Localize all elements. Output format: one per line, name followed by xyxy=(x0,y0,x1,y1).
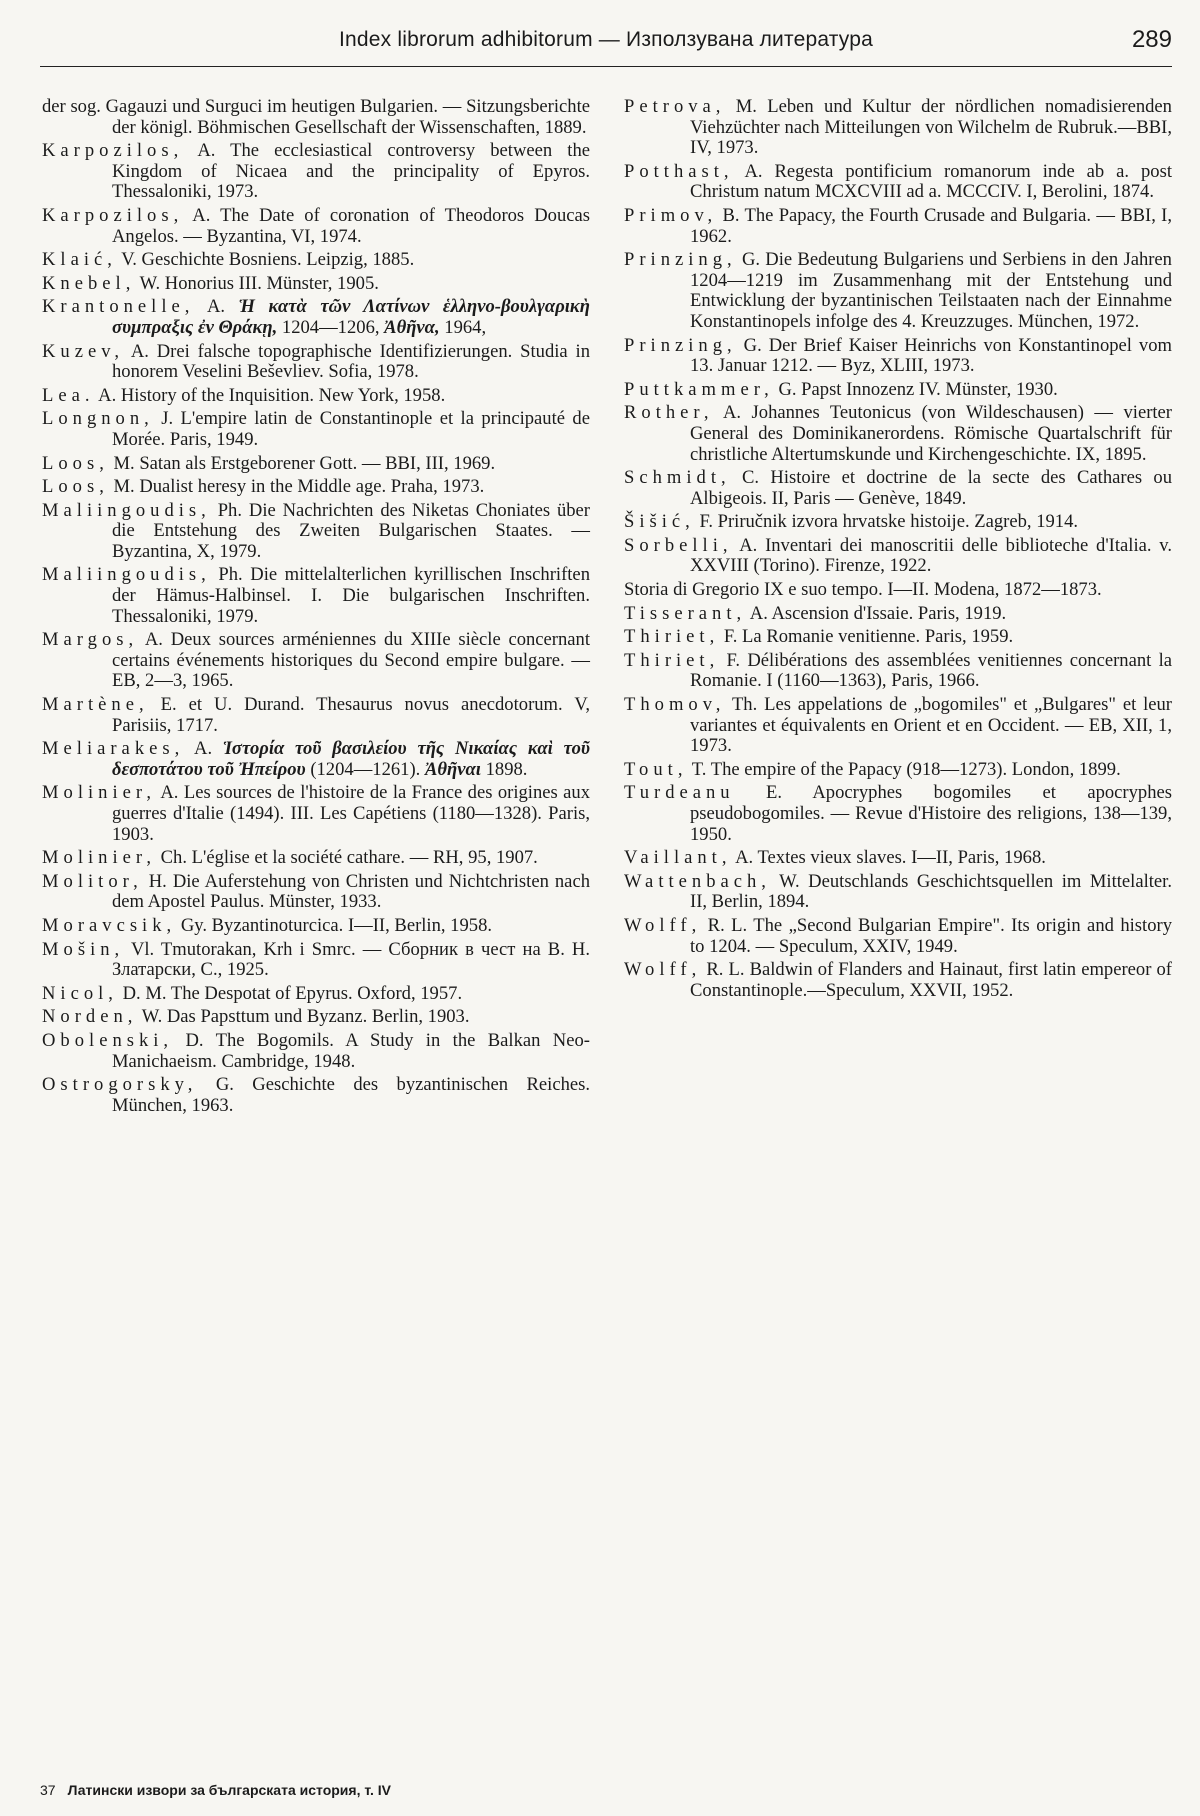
bibliography-entry xyxy=(42,984,590,1005)
entry-text: M. Dualist heresy in the Middle age. Praha, 1973. xyxy=(113,476,485,498)
entry-author: Sorbelli, xyxy=(624,534,733,556)
entry-text-tail: 1204—1206, xyxy=(281,316,380,338)
bibliography-entry xyxy=(624,403,1172,465)
entry-author: Vaillant, xyxy=(624,847,732,869)
entry-author: Šišić, xyxy=(624,511,695,533)
entry-author: Mošin, xyxy=(42,938,125,960)
entry-author: Meliarakes, xyxy=(42,738,185,760)
bibliography-entry xyxy=(42,695,590,736)
entry-text: Gy. Byzantinoturcica. I—II, Berlin, 1958. xyxy=(180,914,493,936)
entry-text: E. Apocryphes bogomiles et apocryphes pseudobogomiles. — Revue d'Histoire des religions, 138—139, 1950. xyxy=(690,782,1172,845)
bibliography-entry xyxy=(42,386,590,407)
bibliography-entry xyxy=(42,630,590,692)
bibliography-entry xyxy=(624,960,1172,1001)
entry-text: F. La Romanie venitienne. Paris, 1959. xyxy=(723,626,1014,648)
entry-author: Thomov, xyxy=(624,694,726,716)
entry-text: H. Die Auferstehung von Christen und Nichtchristen nach dem Apostel Paulus. Münster, 1933. xyxy=(112,870,590,913)
entry-text: A. Deux sources arméniennes du XIIIe siècle concernant certains événements historiques du Second empire bulgare. — EB, 2—3, 1965. xyxy=(112,629,591,692)
bibliography-entry xyxy=(42,1075,590,1116)
entry-text: V. Geschichte Bosniens. Leipzig, 1885. xyxy=(121,249,415,271)
bibliography-entry xyxy=(42,97,590,138)
bibliography-entry xyxy=(624,97,1172,159)
bibliography-entry xyxy=(624,580,1172,601)
bibliography-entry xyxy=(624,336,1172,377)
entry-author: Prinzing, xyxy=(624,334,737,356)
bibliography-entry xyxy=(42,565,590,627)
entry-text: A. Textes vieux slaves. I—II, Paris, 1968. xyxy=(735,847,1046,869)
bibliography-entry xyxy=(42,940,590,981)
entry-text: A. Johannes Teutonicus (von Wildeschausen) — vierter General des Dominikanerordens. Römische Quartalschrift für christliche Altertumskunde und Kirchengeschichte. IX, 1895. xyxy=(690,402,1172,465)
entry-text: Storia di Gregorio IX e suo tempo. I—II. Modena, 1872—1873. xyxy=(624,579,1102,601)
entry-text-tail: (1204—1261). xyxy=(310,758,421,780)
entry-text: E. et U. Durand. Thesaurus novus anecdotorum. V, Parisiis, 1717. xyxy=(112,694,590,736)
bibliography-entry xyxy=(624,783,1172,845)
entry-author: Longnon, xyxy=(42,408,154,430)
bibliography-entry xyxy=(42,206,590,247)
entry-text: A. Regesta pontificium romanorum inde ab a. post Christum natum MCXCVIII ad a. MCCCIV. I, Berolini, 1874. xyxy=(690,160,1172,203)
entry-author: Martène, xyxy=(42,694,149,716)
entry-author: Obolenski, xyxy=(42,1029,174,1051)
entry-author: Wattenbach, xyxy=(624,870,771,892)
bibliography-entry xyxy=(42,739,590,780)
bibliography-entry xyxy=(624,760,1172,781)
entry-author: Schmidt, xyxy=(624,467,731,489)
entry-greek-title: Ἱστορία τοῦ βασιλείου τῆς Νικαίας καὶ τοῦ δεσποτάτου τοῦ Ἠπείρου xyxy=(112,738,590,780)
entry-text-tail: 1898. xyxy=(485,758,528,780)
entry-author: Norden, xyxy=(42,1006,138,1028)
entry-text: R. L. Baldwin of Flanders and Hainaut, first latin empereor of Constantinople.—Speculum, XXVII, 1952. xyxy=(690,959,1172,1001)
entry-text: G. Der Brief Kaiser Heinrichs von Konstantinopel vom 13. Januar 1212. — Byz, XLIII, 1973. xyxy=(690,334,1172,377)
bibliography-entry xyxy=(624,512,1172,533)
bibliography-entry xyxy=(42,916,590,937)
entry-text: Ph. Die mittelalterlichen kyrillischen Inschriften der Hämus-Halbinsel. I. Die bulgarischen Inschriften. Thessaloniki, 1979. xyxy=(112,564,590,627)
entry-text: W. Honorius III. Münster, 1905. xyxy=(139,272,379,294)
bibliography-entry xyxy=(624,380,1172,401)
entry-author: Molinier, xyxy=(42,782,156,804)
bibliography-entry xyxy=(42,297,590,338)
entry-text: A. Drei falsche topographische Identifizierungen. Studia in honorem Veselini Beševliev. Sofia, 1978. xyxy=(112,340,590,383)
page-number: 289 xyxy=(1131,26,1172,53)
entry-author: Wolff, xyxy=(624,959,702,981)
entry-author: Tout, xyxy=(624,758,688,780)
entry-author: Nicol, xyxy=(42,982,118,1004)
bibliography-entry xyxy=(42,454,590,475)
signature-mark: 37 xyxy=(40,1782,56,1798)
bibliography-entry xyxy=(42,409,590,450)
entry-text: A. History of the Inquisition. New York, 1958. xyxy=(98,384,446,406)
bibliography-entry xyxy=(42,250,590,271)
entry-greek-place: Ἀθῆνα, xyxy=(384,316,440,338)
bibliography-entry xyxy=(42,274,590,295)
entry-text: T. The empire of the Papacy (918—1273). London, 1899. xyxy=(691,758,1121,780)
entry-text: A. xyxy=(194,738,213,760)
entry-author: Wolff, xyxy=(624,914,702,936)
entry-text: W. Das Papsttum und Byzanz. Berlin, 1903. xyxy=(141,1006,470,1028)
page-header xyxy=(40,20,1172,67)
bibliography-entry xyxy=(624,651,1172,692)
entry-text: R. L. The „Second Bulgarian Empire". Its origin and history to 1204. — Speculum, XXIV, 1949. xyxy=(690,914,1172,957)
bibliography-entry xyxy=(624,916,1172,957)
entry-text: Th. Les appelations de „bogomiles" et „Bulgares" et leur variantes et équivalents en Orient et en Occident. — EB, XII, 1, 1973. xyxy=(690,694,1172,757)
entry-text: A. Ascension d'Issaie. Paris, 1919. xyxy=(749,602,1007,624)
bibliography-entry xyxy=(624,468,1172,509)
footer-title: Латински извори за българската история, т. IV xyxy=(67,1782,391,1798)
entry-author: Maliingoudis, xyxy=(42,499,211,521)
entry-author: Prinzing, xyxy=(624,249,737,271)
entry-author: Loos, xyxy=(42,452,109,474)
entry-text: M. Satan als Erstgeborener Gott. — BBI, III, 1969. xyxy=(113,452,496,474)
entry-text: M. Leben und Kultur der nördlichen nomadisierenden Viehzüchter nach Mitteilungen von Wilchelm de Rubruk.—BBI, IV, 1973. xyxy=(690,96,1172,159)
entry-greek-title: Ἡ κατὰ τῶν Λατίνων ἑλληνο-βουλγαρικὴ συμπραξις ἐν Θράκῃ, xyxy=(112,296,590,338)
bibliography-entry xyxy=(624,206,1172,247)
bibliography-entry xyxy=(624,848,1172,869)
entry-author: Karpozilos, xyxy=(42,140,184,162)
bibliography-entry xyxy=(42,501,590,563)
entry-text: F. Priručnik izvora hrvatske histoije. Zagreb, 1914. xyxy=(699,511,1079,533)
entry-author: Molitor, xyxy=(42,870,143,892)
bibliography-entry xyxy=(624,250,1172,332)
entry-author: Ostrogorsky, xyxy=(42,1074,198,1096)
running-head: Index librorum adhibitorum — Използувана литература xyxy=(338,28,874,51)
entry-text: Vl. Tmutorakan, Krh i Smrc. — Сборник в чест на В. Н. Златарски, С., 1925. xyxy=(112,938,590,981)
entry-author: Klaić, xyxy=(42,249,117,271)
entry-text: A. xyxy=(206,296,226,318)
entry-text-tail: 1964, xyxy=(444,316,487,338)
entry-author: Kuzev, xyxy=(42,340,124,362)
entry-text: G. Papst Innozenz IV. Münster, 1930. xyxy=(778,378,1058,400)
bibliography-entry xyxy=(42,141,590,203)
entry-text: B. The Papacy, the Fourth Crusade and Bulgaria. — BBI, I, 1962. xyxy=(690,204,1172,247)
entry-text: Ph. Die Nachrichten des Niketas Choniates über die Entstehung des Zweiten Bulgarischen Staates. — Byzantina, X, 1979. xyxy=(112,499,590,562)
entry-text: J. L'empire latin de Constantinople et la principauté de Morée. Paris, 1949. xyxy=(112,408,590,450)
page-footer xyxy=(40,1782,391,1798)
entry-text: W. Deutschlands Geschichtsquellen im Mittelalter. II, Berlin, 1894. xyxy=(690,870,1172,913)
entry-text: G. Geschichte des byzantinischen Reiches. München, 1963. xyxy=(112,1074,591,1116)
entry-author: Lea. xyxy=(42,384,95,406)
entry-text: Ch. L'église et la société cathare. — RH, 95, 1907. xyxy=(160,847,538,869)
entry-author: Thiriet, xyxy=(624,626,720,648)
bibliography-entry xyxy=(42,783,590,845)
bibliography-entry xyxy=(624,627,1172,648)
entry-author: Margos, xyxy=(42,629,139,651)
entry-text: D. M. The Despotat of Epyrus. Oxford, 1957. xyxy=(122,982,463,1004)
entry-text: A. The ecclesiastical controversy between the Kingdom of Nicaea and the principality of Epyros. Thessaloniki, 1973. xyxy=(112,140,590,203)
bibliography-entry xyxy=(624,604,1172,625)
entry-author: Turdeanu xyxy=(624,782,735,804)
entry-author: Primov, xyxy=(624,204,718,226)
entry-text: A. Les sources de l'histoire de la France des origines aux guerres d'Italie (1494). III. Les Capétiens (1180—1328). Paris, 1903. xyxy=(112,782,590,845)
entry-author: Loos, xyxy=(42,476,109,498)
bibliography-entry xyxy=(624,162,1172,203)
entry-author: Knebel, xyxy=(42,272,136,294)
entry-author: Thiriet, xyxy=(624,649,720,671)
bibliography-entry xyxy=(42,872,590,913)
entry-author: Karpozilos, xyxy=(42,204,184,226)
entry-author: Potthast, xyxy=(624,160,734,182)
entry-text: A. Inventari dei manoscritii delle biblioteche d'Italia. v. XXVIII (Torino). Firenze, 1922. xyxy=(690,534,1172,577)
bibliography-column-right xyxy=(624,97,1172,1004)
entry-text: A. The Date of coronation of Theodoros Doucas Angelos. — Byzantina, VI, 1974. xyxy=(112,204,591,247)
bibliography-entry xyxy=(624,536,1172,577)
bibliography-entry xyxy=(42,1031,590,1072)
bibliography-entry xyxy=(42,477,590,498)
bibliography-entry xyxy=(42,342,590,383)
entry-text: F. Délibérations des assemblées venitiennes concernant la Romanie. I (1160—1363), Paris, 1966. xyxy=(690,649,1172,692)
bibliography-entry xyxy=(42,1007,590,1028)
entry-author: Petrova, xyxy=(624,96,726,117)
entry-author: Maliingoudis, xyxy=(42,564,211,586)
bibliography-column-left xyxy=(42,97,590,1119)
entry-author: Moravcsik, xyxy=(42,914,177,936)
bibliography-entry xyxy=(624,695,1172,757)
entry-text: G. Die Bedeutung Bulgariens und Serbiens in den Jahren 1204—1219 im Zusammenhang mit der Entstehung und Entwicklung der byzantinischen Teilstaaten nach der Einnahme Konstantinopels infolge des 4. Kreuzzuges. München, 1972. xyxy=(690,249,1172,332)
entry-author: Molinier, xyxy=(42,847,156,869)
bibliography-entry xyxy=(624,872,1172,913)
entry-text: der sog. Gagauzi und Surguci im heutigen Bulgarien. — Sitzungsberichte der königl. Böhmischen Gesellschaft der Wissenschaften, 1889. xyxy=(42,96,590,138)
entry-greek-place: Ἀθῆναι xyxy=(424,758,481,780)
entry-text: D. The Bogomils. A Study in the Balkan Neo-Manichaeism. Cambridge, 1948. xyxy=(112,1029,590,1072)
entry-author: Tisserant, xyxy=(624,602,747,624)
entry-author: Puttkammer, xyxy=(624,378,774,400)
entry-text: C. Histoire et doctrine de la secte des Cathares ou Albigeois. II, Paris — Genève, 1849. xyxy=(690,467,1173,509)
entry-author: Rother, xyxy=(624,402,714,424)
bibliography-entry xyxy=(42,848,590,869)
entry-author: Krantonelle, xyxy=(42,296,195,318)
